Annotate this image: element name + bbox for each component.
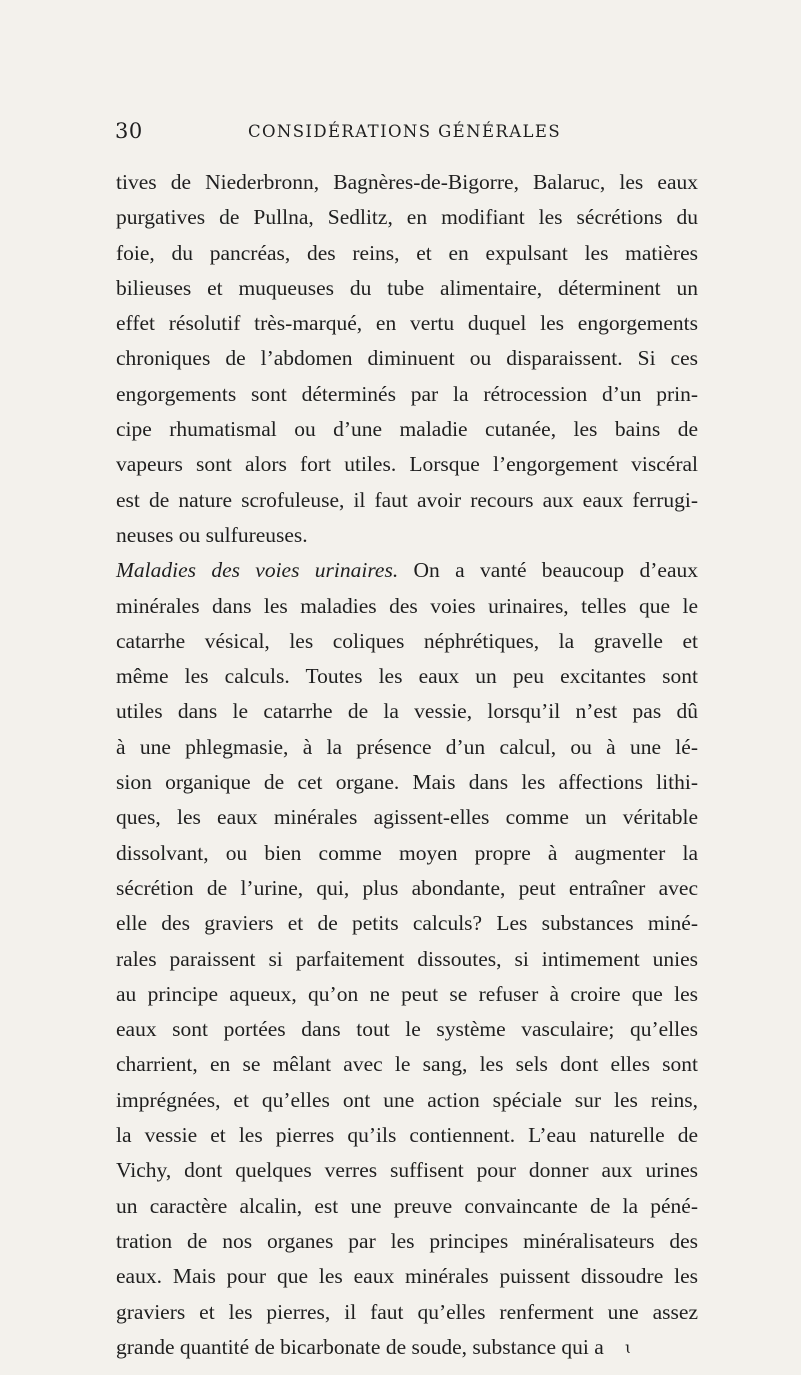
section-first-line — [116, 553, 698, 588]
text-line: sion organique de cet organe. Mais dans les affections lithi- — [116, 770, 698, 795]
text-line: vapeurs sont alors fort utiles. Lorsque l’engorgement viscéral — [116, 452, 698, 477]
body-text — [116, 165, 698, 1365]
text-line: grande quantité de bicarbonate de soude, substance qui a — [116, 1334, 604, 1359]
text-line: cipe rhumatismal ou d’une maladie cutanée, les bains de — [116, 417, 698, 442]
text-line: catarrhe vésical, les coliques néphrétiques, la gravelle et — [116, 628, 698, 653]
signature-mark: ɩ — [625, 1338, 632, 1357]
text-line: effet résolutif très-marqué, en vertu duquel les engorgements — [116, 311, 698, 336]
text-line: à une phlegmasie, à la présence d’un calcul, ou à une lé- — [116, 734, 698, 759]
text-line: graviers et les pierres, il faut qu’elles renferment une assez — [116, 1299, 698, 1324]
text-line: tration de nos organes par les principes minéralisateurs des — [116, 1228, 698, 1253]
text-line: purgatives de Pullna, Sedlitz, en modifiant les sécrétions du — [116, 205, 698, 230]
text-line: est de nature scrofuleuse, il faut avoir recours aux eaux ferrugi- — [116, 487, 698, 512]
text-line: tives de Niederbronn, Bagnères-de-Bigorre, Balaruc, les eaux — [116, 170, 698, 194]
text-line: Vichy, dont quelques verres suffisent pour donner aux urines — [116, 1158, 698, 1183]
text-line: neuses ou sulfureuses. — [116, 522, 308, 547]
text-line: utiles dans le catarrhe de la vessie, lorsqu’il n’est pas dû — [116, 699, 698, 724]
text-line: au principe aqueux, qu’on ne peut se refuser à croire que les — [116, 981, 698, 1006]
running-head: CONSIDÉRATIONS GÉNÉRALES — [247, 122, 562, 141]
text-line: un caractère alcalin, est une preuve convaincante de la péné- — [116, 1193, 698, 1218]
section-first-line-text: On a vanté beaucoup d’eaux — [398, 558, 698, 583]
section-title: Maladies des voies urinaires. — [116, 558, 399, 583]
text-line: imprégnées, et qu’elles ont une action spéciale sur les reins, — [116, 1087, 698, 1112]
text-line: eaux sont portées dans tout le système vasculaire; qu’elles — [116, 1017, 698, 1042]
text-line: minérales dans les maladies des voies urinaires, telles que le — [116, 593, 698, 618]
text-line: chroniques de l’abdomen diminuent ou disparaissent. Si ces — [116, 346, 698, 371]
text-line: dissolvant, ou bien comme moyen propre à augmenter la — [116, 840, 698, 865]
text-line: sécrétion de l’urine, qui, plus abondante, peut entraîner avec — [116, 875, 698, 900]
text-line: foie, du pancréas, des reins, et en expulsant les matières — [116, 240, 698, 265]
text-line: bilieuses et muqueuses du tube alimentaire, déterminent un — [116, 275, 698, 300]
text-line: eaux. Mais pour que les eaux minérales puissent dissoudre les — [116, 1264, 698, 1289]
text-line: rales paraissent si parfaitement dissoutes, si intimement unies — [116, 946, 698, 971]
text-line: engorgements sont déterminés par la rétrocession d’un prin- — [116, 381, 698, 406]
text-line: même les calculs. Toutes les eaux un peu excitantes sont — [116, 664, 698, 689]
text-line: ques, les eaux minérales agissent-elles comme un véritable — [116, 805, 698, 830]
text-line: elle des graviers et de petits calculs? Les substances miné- — [116, 911, 698, 936]
page-number: 30 — [115, 119, 143, 143]
text-line: charrient, en se mêlant avec le sang, les sels dont elles sont — [116, 1052, 698, 1077]
text-line: la vessie et les pierres qu’ils contiennent. L’eau naturelle de — [116, 1123, 698, 1148]
